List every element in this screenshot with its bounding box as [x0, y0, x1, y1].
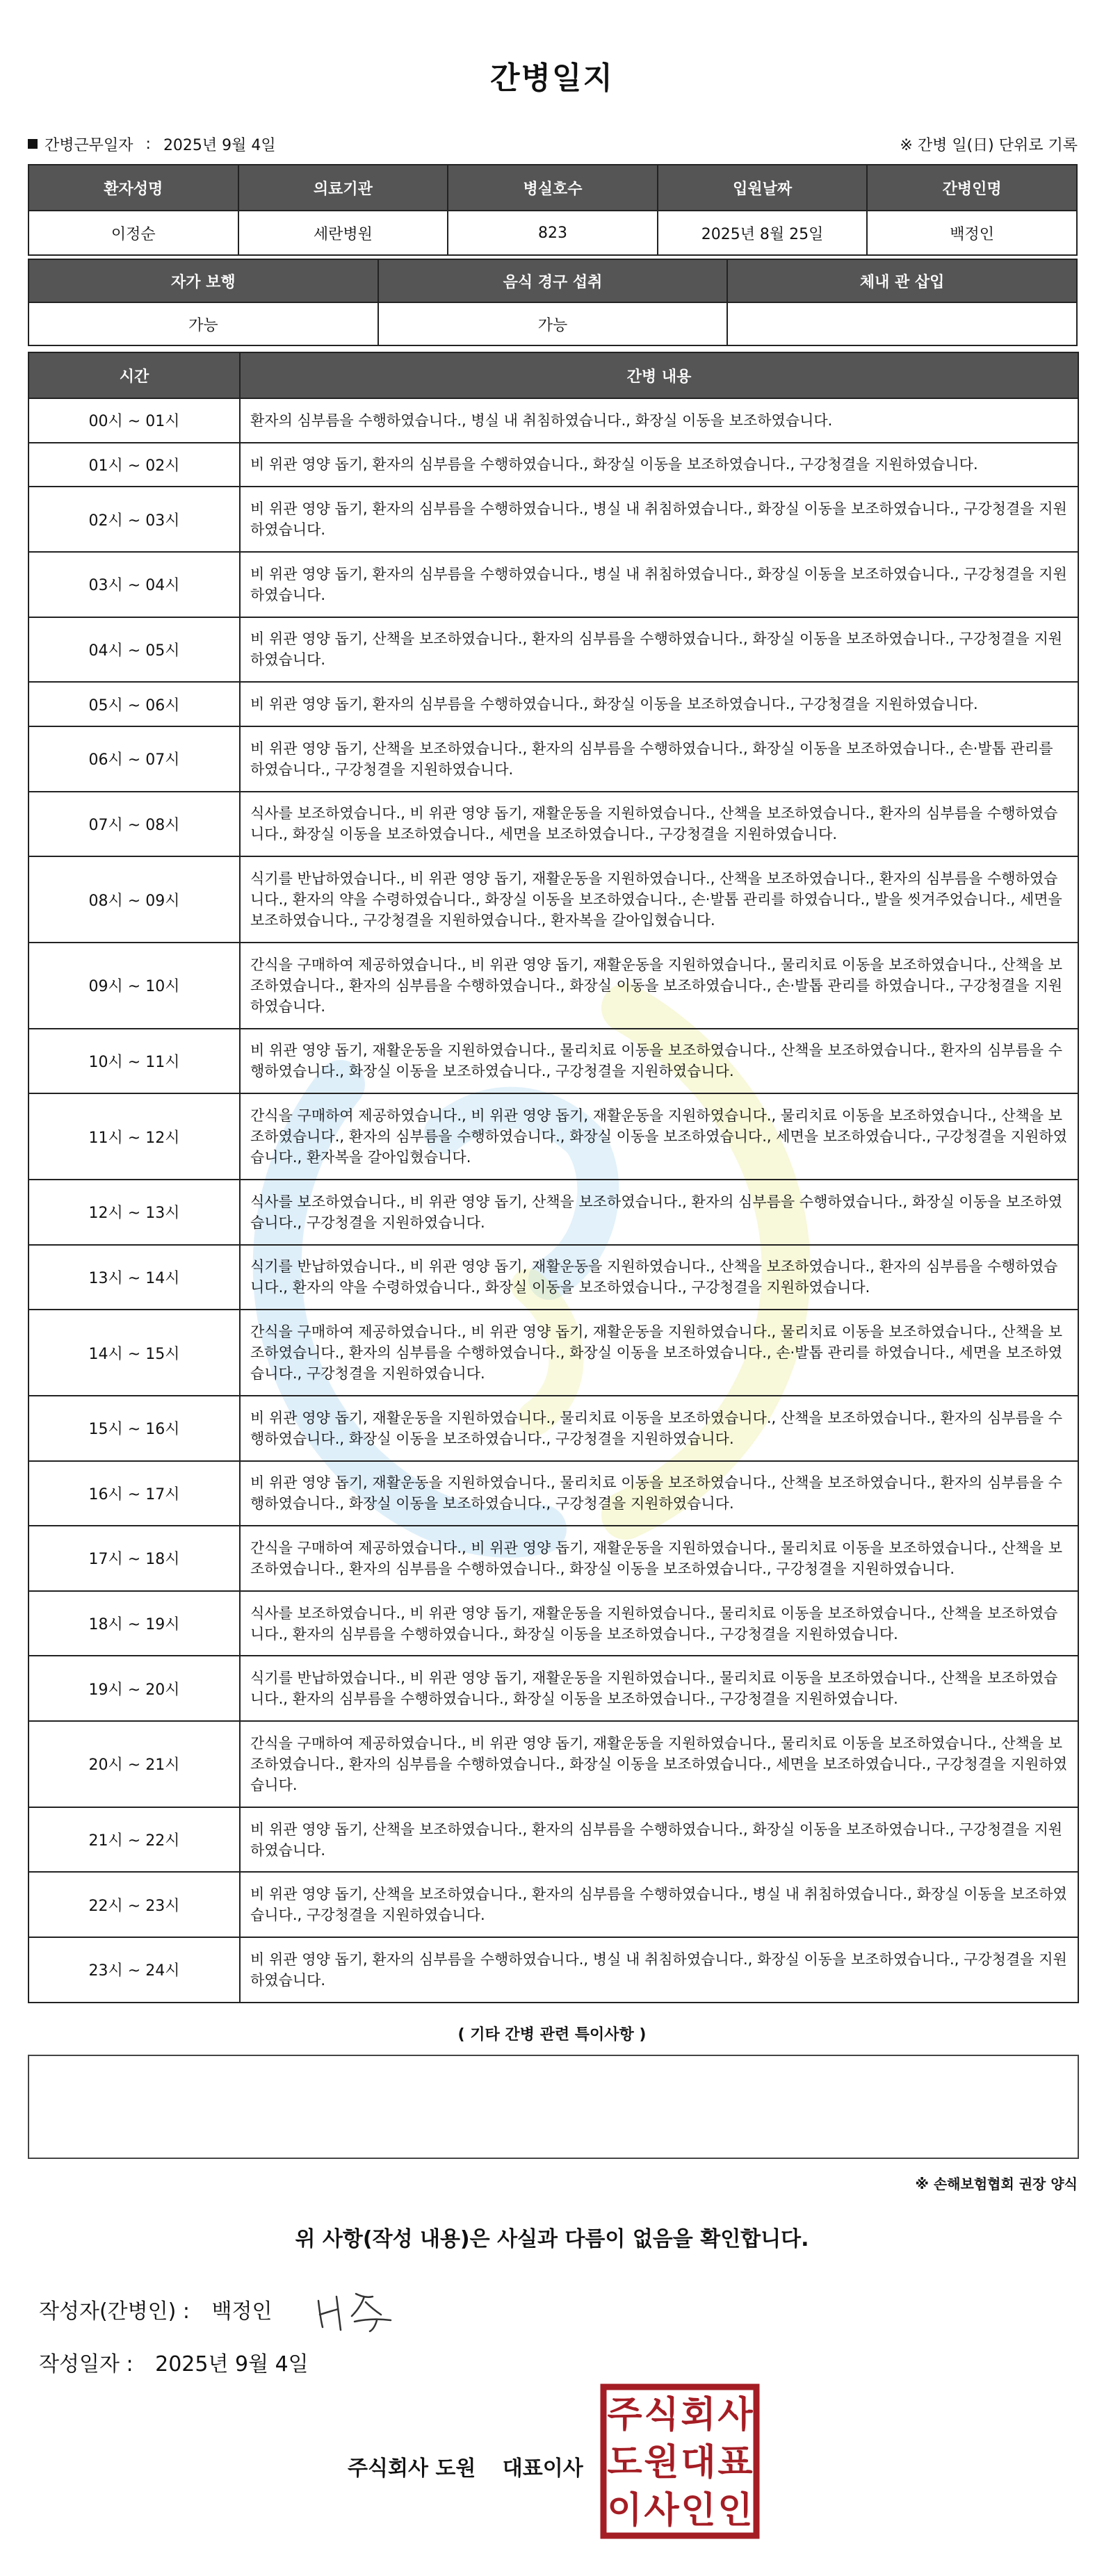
log-time: 11시 ~ 12시 — [29, 1093, 240, 1180]
seal-glyph: 대 — [681, 2442, 716, 2484]
log-row — [29, 943, 1078, 1029]
log-row — [29, 1591, 1078, 1656]
log-row — [29, 487, 1078, 552]
square-bullet-icon — [28, 139, 38, 149]
log-content: 환자의 심부름을 수행하였습니다., 병실 내 취침하였습니다., 화장실 이동을 보조하였습니다. — [240, 398, 1078, 443]
log-content: 비 위관 영양 돕기, 산책을 보조하였습니다., 환자의 심부름을 수행하였습니다., 화장실 이동을 보조하였습니다., 구강청결을 지원하였습니다. — [240, 617, 1078, 683]
log-row — [29, 398, 1078, 443]
log-time: 07시 ~ 08시 — [29, 792, 240, 857]
care-date-label: 간병근무일자 — [44, 136, 133, 154]
header-caregiver-name: 간병인명 — [867, 165, 1077, 211]
log-content: 간식을 구매하여 제공하였습니다., 비 위관 영양 돕기, 재활운동을 지원하였습니다., 물리치료 이동을 보조하였습니다., 산책을 보조하였습니다., 환자의 심부름을 수행하였습니다., 화장실 이동을 보조하였습니다., 손·발톱 관리를 하였습니다., 구강청결을 지원하였습니다. — [240, 943, 1078, 1029]
log-content: 식기를 반납하였습니다., 비 위관 영양 돕기, 재활운동을 지원하였습니다., 물리치료 이동을 보조하였습니다., 산책을 보조하였습니다., 환자의 심부름을 수행하였습니다., 화장실 이동을 보조하였습니다., 구강청결을 지원하였습니다. — [240, 1656, 1078, 1721]
log-row — [29, 856, 1078, 943]
log-time: 12시 ~ 13시 — [29, 1180, 240, 1245]
log-row — [29, 1310, 1078, 1396]
log-content: 비 위관 영양 돕기, 환자의 심부름을 수행하였습니다., 화장실 이동을 보조하였습니다., 구강청결을 지원하였습니다. — [240, 682, 1078, 726]
patient-status-table — [28, 259, 1078, 346]
log-row — [29, 1526, 1078, 1591]
written-date-value: 2025년 9월 4일 — [155, 2352, 309, 2377]
company-name: 주식회사 도원 — [348, 2456, 476, 2481]
log-content: 비 위관 영양 돕기, 환자의 심부름을 수행하였습니다., 병실 내 취침하였습니다., 화장실 이동을 보조하였습니다., 구강청결을 지원하였습니다. — [240, 552, 1078, 617]
log-row — [29, 1396, 1078, 1461]
log-time: 00시 ~ 01시 — [29, 398, 240, 443]
unit-note: ※ 간병 일(日) 단위로 기록 — [900, 136, 1078, 154]
writer-name: 백정인 — [211, 2299, 273, 2324]
written-date-label: 작성일자 : — [39, 2352, 133, 2377]
admission-date: 2025년 8월 25일 — [658, 211, 868, 255]
log-row — [29, 1937, 1078, 2003]
log-content: 간식을 구매하여 제공하였습니다., 비 위관 영양 돕기, 재활운동을 지원하였습니다., 물리치료 이동을 보조하였습니다., 산책을 보조하였습니다., 환자의 심부름을 수행하였습니다., 화장실 이동을 보조하였습니다., 손·발톱 관리를 하였습니다., 세면을 보조하였습니다., 구강청결을 지원하였습니다. — [240, 1310, 1078, 1396]
log-time: 03시 ~ 04시 — [29, 552, 240, 617]
log-row — [29, 617, 1078, 683]
log-content: 식기를 반납하였습니다., 비 위관 영양 돕기, 재활운동을 지원하였습니다., 산책을 보조하였습니다., 환자의 심부름을 수행하였습니다., 환자의 약을 수령하였습니다., 화장실 이동을 보조하였습니다., 구강청결을 지원하였습니다. — [240, 1245, 1078, 1310]
log-time: 09시 ~ 10시 — [29, 943, 240, 1029]
seal-glyph: 회 — [681, 2394, 716, 2436]
seal-glyph: 주 — [607, 2394, 642, 2436]
log-content: 비 위관 영양 돕기, 재활운동을 지원하였습니다., 물리치료 이동을 보조하였습니다., 산책을 보조하였습니다., 환자의 심부름을 수행하였습니다., 화장실 이동을 보조하였습니다., 구강청결을 지원하였습니다. — [240, 1029, 1078, 1094]
header-hospital: 의료기관 — [238, 165, 448, 211]
log-content: 비 위관 영양 돕기, 환자의 심부름을 수행하였습니다., 병실 내 취침하였습니다., 화장실 이동을 보조하였습니다., 구강청결을 지원하였습니다. — [240, 487, 1078, 552]
company-seal-stamp — [599, 2383, 761, 2540]
log-row — [29, 726, 1078, 792]
handwritten-signature — [313, 2287, 403, 2334]
log-time: 15시 ~ 16시 — [29, 1396, 240, 1461]
seal-glyph: 식 — [644, 2394, 679, 2436]
patient-info-table — [28, 164, 1078, 256]
log-time: 05시 ~ 06시 — [29, 682, 240, 726]
company-line — [348, 2451, 583, 2481]
log-content: 간식을 구매하여 제공하였습니다., 비 위관 영양 돕기, 재활운동을 지원하였습니다., 물리치료 이동을 보조하였습니다., 산책을 보조하였습니다., 환자의 심부름을 수행하였습니다., 화장실 이동을 보조하였습니다., 세면을 보조하였습니다., 구강청결을 지원하였습니다., 환자복을 갈아입혔습니다. — [240, 1093, 1078, 1180]
writer-line — [39, 2294, 272, 2324]
care-date — [28, 133, 276, 155]
header-time: 시간 — [29, 352, 240, 398]
ceo-label: 대표이사 — [502, 2456, 583, 2481]
seal-glyph: 인 — [717, 2489, 753, 2532]
recommend-note: ※ 손해보험협회 권장 양식 — [915, 2176, 1078, 2192]
log-time: 04시 ~ 05시 — [29, 617, 240, 683]
log-time: 16시 ~ 17시 — [29, 1461, 240, 1526]
log-content: 비 위관 영양 돕기, 재활운동을 지원하였습니다., 물리치료 이동을 보조하였습니다., 산책을 보조하였습니다., 환자의 심부름을 수행하였습니다., 화장실 이동을 보조하였습니다., 구강청결을 지원하였습니다. — [240, 1461, 1078, 1526]
seal-glyph: 이 — [607, 2489, 642, 2532]
self-walking-value: 가능 — [29, 302, 378, 345]
log-time: 19시 ~ 20시 — [29, 1656, 240, 1721]
log-content: 간식을 구매하여 제공하였습니다., 비 위관 영양 돕기, 재활운동을 지원하였습니다., 물리치료 이동을 보조하였습니다., 산책을 보조하였습니다., 환자의 심부름을 수행하였습니다., 화장실 이동을 보조하였습니다., 구강청결을 지원하였습니다. — [240, 1526, 1078, 1591]
log-content: 비 위관 영양 돕기, 산책을 보조하였습니다., 환자의 심부름을 수행하였습니다., 병실 내 취침하였습니다., 화장실 이동을 보조하였습니다., 구강청결을 지원하였습니다. — [240, 1872, 1078, 1937]
log-time: 18시 ~ 19시 — [29, 1591, 240, 1656]
log-row — [29, 792, 1078, 857]
seal-glyph: 사 — [644, 2489, 679, 2532]
log-content: 비 위관 영양 돕기, 재활운동을 지원하였습니다., 물리치료 이동을 보조하였습니다., 산책을 보조하였습니다., 환자의 심부름을 수행하였습니다., 화장실 이동을 보조하였습니다., 구강청결을 지원하였습니다. — [240, 1396, 1078, 1461]
log-row — [29, 682, 1078, 726]
log-time: 08시 ~ 09시 — [29, 856, 240, 943]
header-admission-date: 입원날짜 — [658, 165, 868, 211]
remarks-box — [28, 2055, 1079, 2159]
header-self-walking: 자가 보행 — [29, 259, 378, 302]
meta-row — [28, 132, 1078, 156]
header-tube-insertion: 체내 관 삽입 — [727, 259, 1077, 302]
room-number: 823 — [448, 211, 658, 255]
log-content: 식사를 보조하였습니다., 비 위관 영양 돕기, 산책을 보조하였습니다., 환자의 심부름을 수행하였습니다., 화장실 이동을 보조하였습니다., 구강청결을 지원하였습니다. — [240, 1180, 1078, 1245]
header-room-number: 병실호수 — [448, 165, 658, 211]
remarks-label: ( 기타 간병 관련 특이사항 ) — [457, 2026, 647, 2044]
log-row — [29, 1807, 1078, 1873]
log-content: 식사를 보조하였습니다., 비 위관 영양 돕기, 재활운동을 지원하였습니다., 물리치료 이동을 보조하였습니다., 산책을 보조하였습니다., 환자의 심부름을 수행하였습니다., 화장실 이동을 보조하였습니다., 구강청결을 지원하였습니다. — [240, 1591, 1078, 1656]
header-patient-name: 환자성명 — [29, 165, 238, 211]
seal-glyph: 도 — [607, 2442, 642, 2484]
writer-label: 작성자(간병인) : — [39, 2299, 190, 2324]
care-date-value: 2025년 9월 4일 — [163, 136, 276, 154]
log-time: 13시 ~ 14시 — [29, 1245, 240, 1310]
log-row — [29, 1093, 1078, 1180]
log-row — [29, 1180, 1078, 1245]
log-time: 17시 ~ 18시 — [29, 1526, 240, 1591]
log-content: 비 위관 영양 돕기, 산책을 보조하였습니다., 환자의 심부름을 수행하였습니다., 화장실 이동을 보조하였습니다., 구강청결을 지원하였습니다. — [240, 1807, 1078, 1873]
seal-glyph: 표 — [717, 2442, 753, 2484]
log-time: 21시 ~ 22시 — [29, 1807, 240, 1873]
hospital-name: 세란병원 — [238, 211, 448, 255]
log-content: 식사를 보조하였습니다., 비 위관 영양 돕기, 재활운동을 지원하였습니다., 산책을 보조하였습니다., 환자의 심부름을 수행하였습니다., 화장실 이동을 보조하였습니다., 세면을 보조하였습니다., 구강청결을 지원하였습니다. — [240, 792, 1078, 857]
confirm-statement: 위 사항(작성 내용)은 사실과 다름이 없음을 확인합니다. — [295, 2227, 809, 2251]
log-row — [29, 1721, 1078, 1807]
tube-insertion-value — [727, 302, 1077, 345]
log-row — [29, 1461, 1078, 1526]
log-content: 비 위관 영양 돕기, 환자의 심부름을 수행하였습니다., 화장실 이동을 보조하였습니다., 구강청결을 지원하였습니다. — [240, 443, 1078, 487]
log-row — [29, 1872, 1078, 1937]
log-content: 비 위관 영양 돕기, 산책을 보조하였습니다., 환자의 심부름을 수행하였습니다., 화장실 이동을 보조하였습니다., 손·발톱 관리를 하였습니다., 구강청결을 지원하였습니다. — [240, 726, 1078, 792]
log-row — [29, 443, 1078, 487]
log-time: 14시 ~ 15시 — [29, 1310, 240, 1396]
care-date-separator: : — [145, 135, 151, 153]
log-time: 20시 ~ 21시 — [29, 1721, 240, 1807]
header-oral-intake: 음식 경구 섭취 — [378, 259, 728, 302]
log-content: 비 위관 영양 돕기, 환자의 심부름을 수행하였습니다., 병실 내 취침하였습니다., 화장실 이동을 보조하였습니다., 구강청결을 지원하였습니다. — [240, 1937, 1078, 2003]
header-care-content: 간병 내용 — [240, 352, 1078, 398]
page-title: 간병일지 — [489, 60, 614, 96]
seal-glyph: 인 — [681, 2489, 716, 2532]
log-time: 10시 ~ 11시 — [29, 1029, 240, 1094]
log-time: 23시 ~ 24시 — [29, 1937, 240, 2003]
caregiver-name: 백정인 — [867, 211, 1077, 255]
log-time: 02시 ~ 03시 — [29, 487, 240, 552]
oral-intake-value: 가능 — [378, 302, 728, 345]
seal-glyph: 원 — [644, 2442, 679, 2484]
log-content: 간식을 구매하여 제공하였습니다., 비 위관 영양 돕기, 재활운동을 지원하였습니다., 물리치료 이동을 보조하였습니다., 산책을 보조하였습니다., 환자의 심부름을 수행하였습니다., 화장실 이동을 보조하였습니다., 세면을 보조하였습니다., 구강청결을 지원하였습니다. — [240, 1721, 1078, 1807]
log-row — [29, 1029, 1078, 1094]
log-time: 01시 ~ 02시 — [29, 443, 240, 487]
written-date-line — [39, 2347, 309, 2377]
log-time: 22시 ~ 23시 — [29, 1872, 240, 1937]
care-log-table — [28, 352, 1079, 2003]
log-row — [29, 552, 1078, 617]
log-row — [29, 1245, 1078, 1310]
log-content: 식기를 반납하였습니다., 비 위관 영양 돕기, 재활운동을 지원하였습니다., 산책을 보조하였습니다., 환자의 심부름을 수행하였습니다., 환자의 약을 수령하였습니다., 화장실 이동을 보조하였습니다., 손·발톱 관리를 하였습니다., 발을 씻겨주었습니다., 세면을 보조하였습니다., 구강청결을 지원하였습니다., 환자복을 갈아입혔습니다. — [240, 856, 1078, 943]
seal-glyph: 사 — [717, 2394, 753, 2436]
log-row — [29, 1656, 1078, 1721]
patient-name: 이정순 — [29, 211, 238, 255]
log-time: 06시 ~ 07시 — [29, 726, 240, 792]
